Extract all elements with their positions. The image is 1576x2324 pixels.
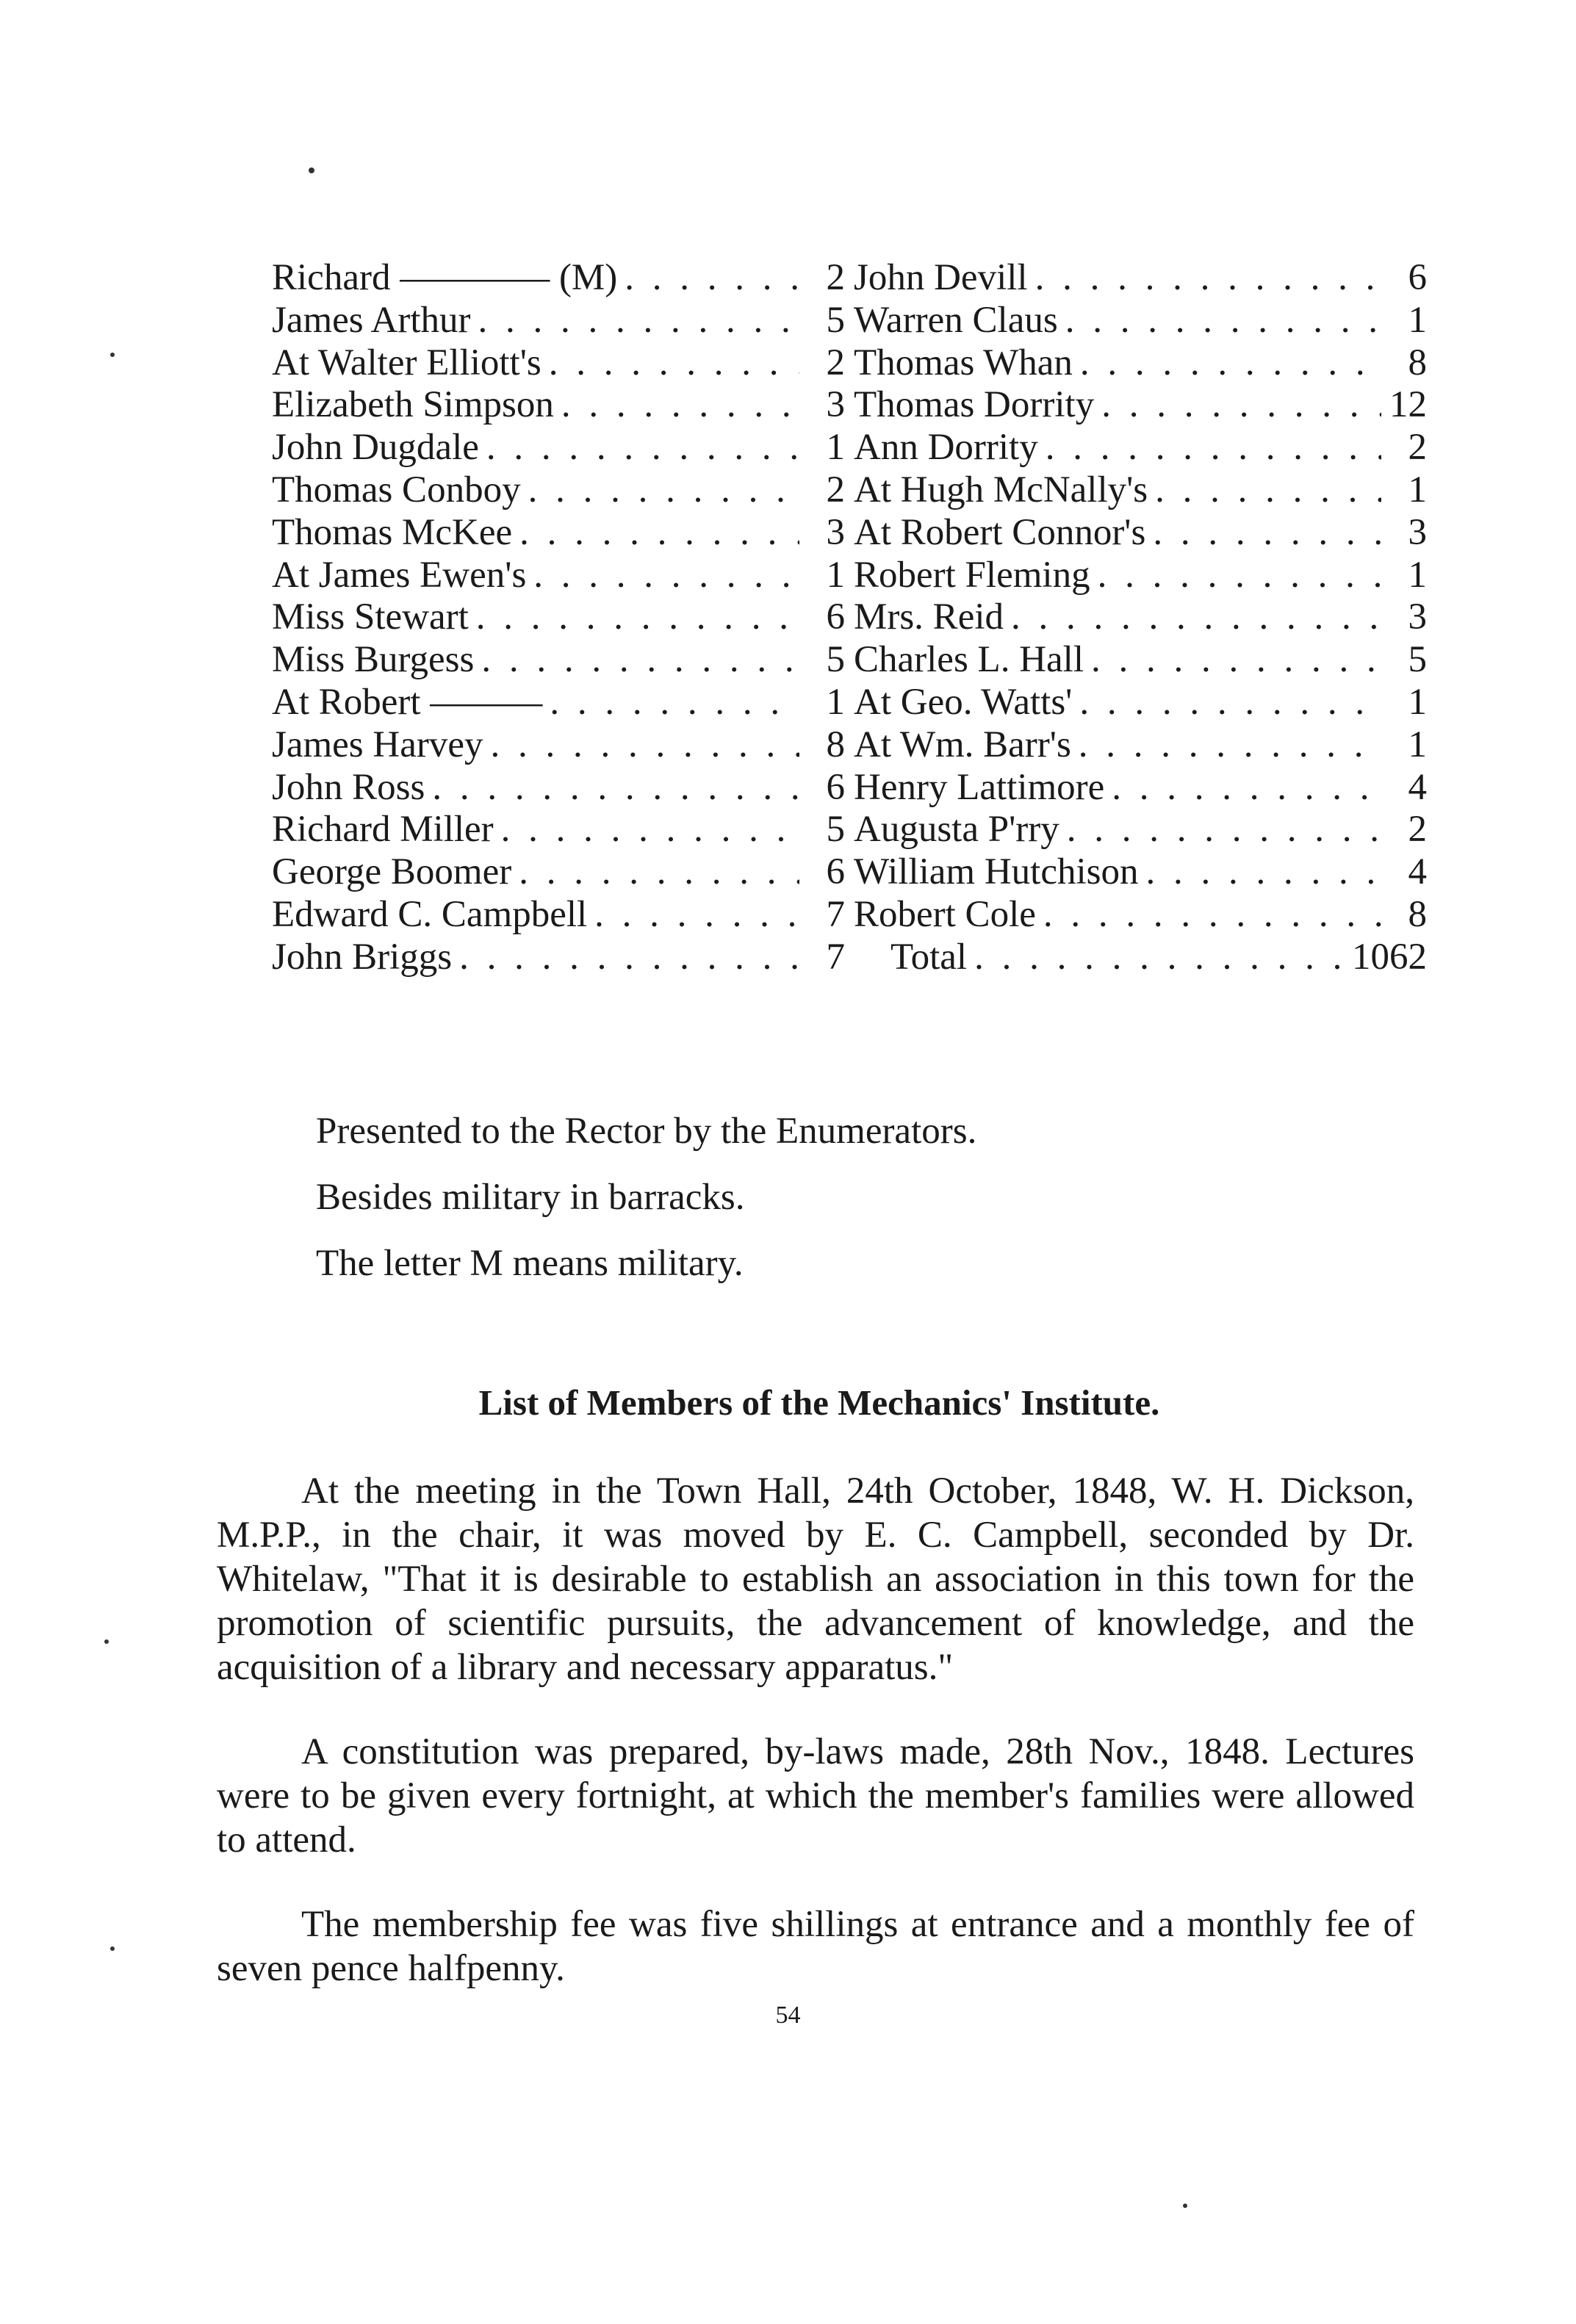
census-name: At Walter Elliott's (272, 342, 541, 383)
note-military-barracks: Besides military in barracks. (316, 1177, 745, 1218)
census-row (272, 682, 845, 724)
census-count: 8 (1408, 893, 1427, 935)
census-row (854, 639, 1427, 682)
census-count: 2 (826, 469, 845, 510)
leader-dots (478, 300, 799, 342)
note-letter-m: The letter M means military. (316, 1243, 744, 1284)
leader-dots (1046, 427, 1381, 469)
section-heading: List of Members of the Mechanics' Institute. (478, 1382, 1160, 1423)
census-row (272, 937, 845, 979)
census-count: 3 (1408, 596, 1427, 638)
census-count: 1 (826, 681, 845, 723)
census-row (272, 384, 845, 427)
census-column-left (272, 257, 845, 979)
census-name: John Dugdale (272, 427, 479, 469)
census-row (272, 596, 845, 639)
census-name: At Robert ——— (272, 681, 543, 723)
census-row (854, 682, 1427, 724)
census-name: Robert Fleming (854, 554, 1090, 596)
leader-dots (1043, 894, 1381, 937)
paragraph: A constitution was prepared, by-laws made, 28th Nov., 1848. Lectures were to be given every fortnight, at which the member's families were allowed to attend. (217, 1731, 1414, 1861)
census-name: William Hutchison (854, 851, 1139, 893)
page-number: 54 (775, 2002, 801, 2029)
census-name: Edward C. Campbell (272, 893, 588, 935)
census-name: Warren Claus (854, 299, 1058, 341)
census-count: 5 (826, 299, 845, 341)
leader-dots (459, 937, 799, 979)
print-speck (104, 1639, 109, 1644)
census-row (272, 851, 845, 894)
census-row (272, 512, 845, 555)
census-name: Charles L. Hall (854, 639, 1084, 681)
leader-dots (519, 851, 799, 894)
census-count: 1 (826, 554, 845, 596)
census-row (854, 512, 1427, 555)
census-count: 4 (1408, 851, 1427, 893)
leader-dots (1035, 257, 1381, 300)
print-speck (309, 167, 314, 173)
leader-dots (1098, 555, 1381, 597)
census-row (272, 639, 845, 682)
census-row (854, 767, 1427, 809)
census-row (854, 809, 1427, 851)
leader-dots (1065, 300, 1381, 342)
census-name: Thomas Dorrity (854, 384, 1095, 426)
census-row (854, 427, 1427, 469)
census-count: 3 (1408, 511, 1427, 553)
census-name: John Devill (854, 257, 1028, 298)
print-speck (1183, 2204, 1187, 2208)
census-count: 1 (1408, 469, 1427, 510)
census-count: 1 (1408, 554, 1427, 596)
leader-dots (486, 427, 799, 469)
census-name: Thomas McKee (272, 511, 513, 553)
census-row (854, 257, 1427, 300)
census-name: At Robert Connor's (854, 511, 1146, 553)
leader-dots (974, 937, 1345, 979)
census-count: 7 (826, 936, 845, 978)
census-row (272, 894, 845, 937)
census-count: 6 (826, 596, 845, 638)
census-count: 1 (1408, 723, 1427, 765)
leader-dots (1145, 851, 1381, 894)
census-name: Richard ———— (M) (272, 257, 618, 298)
census-name: John Briggs (272, 936, 453, 978)
census-column-right (854, 257, 1427, 979)
print-speck (110, 353, 115, 357)
census-row (272, 724, 845, 767)
census-name: At Hugh McNally's (854, 469, 1148, 510)
census-count: 8 (1408, 342, 1427, 383)
census-name: James Arthur (272, 299, 471, 341)
census-name: Thomas Conboy (272, 469, 521, 510)
census-name: Mrs. Reid (854, 596, 1004, 638)
leader-dots (1153, 512, 1381, 555)
note-presented: Presented to the Rector by the Enumerators. (316, 1111, 977, 1152)
leader-dots (432, 767, 799, 809)
leader-dots (1079, 724, 1381, 767)
census-row (272, 767, 845, 809)
leader-dots (533, 555, 799, 597)
census-count: 2 (1408, 427, 1427, 469)
paragraph: The membership fee was five shillings at entrance and a monthly fee of seven pence halfpenny. (217, 1904, 1414, 1989)
census-name: James Harvey (272, 723, 483, 765)
leader-dots (1067, 809, 1381, 851)
census-total-label: Total (890, 936, 968, 978)
census-count: 6 (826, 766, 845, 808)
census-count: 4 (1408, 766, 1427, 808)
census-notes (316, 1109, 1418, 1307)
leader-dots (476, 596, 799, 639)
census-row (854, 851, 1427, 894)
census-row (272, 555, 845, 597)
leader-dots (550, 682, 799, 724)
leader-dots (481, 639, 799, 682)
census-row (272, 342, 845, 385)
leader-dots (519, 512, 799, 555)
census-name: Augusta P'rry (854, 809, 1059, 851)
census-name: At Wm. Barr's (854, 723, 1071, 765)
census-count: 5 (826, 639, 845, 681)
census-count: 12 (1389, 384, 1427, 426)
census-total-row (854, 937, 1427, 979)
census-row (854, 724, 1427, 767)
census-count: 1 (1408, 681, 1427, 723)
leader-dots (490, 724, 799, 767)
census-name: Elizabeth Simpson (272, 384, 554, 426)
body-text (217, 1469, 1414, 2031)
census-name: Thomas Whan (854, 342, 1073, 383)
census-count: 2 (1408, 809, 1427, 851)
census-count: 8 (826, 723, 845, 765)
census-name: Robert Cole (854, 893, 1036, 935)
census-count: 5 (826, 809, 845, 851)
census-count: 3 (826, 511, 845, 553)
census-row (854, 469, 1427, 512)
census-count: 6 (1408, 257, 1427, 298)
census-row (854, 300, 1427, 342)
census-row (854, 384, 1427, 427)
census-count: 7 (826, 893, 845, 935)
leader-dots (1079, 682, 1381, 724)
census-name: Ann Dorrity (854, 427, 1038, 469)
paragraph: At the meeting in the Town Hall, 24th October, 1848, W. H. Dickson, M.P.P., in the chair, it was moved by E. C. Campbell, seconded by Dr. Whitelaw, "That it is desirable to establish an association in this town for the promotion of scientific pursuits, the advancement of knowledge, and the acquisition of a library and necessary apparatus." (217, 1470, 1414, 1688)
leader-dots (1080, 342, 1381, 385)
leader-dots (1011, 596, 1381, 639)
census-name: At James Ewen's (272, 554, 527, 596)
census-row (272, 427, 845, 469)
census-count: 5 (1408, 639, 1427, 681)
leader-dots (549, 342, 799, 385)
leader-dots (501, 809, 799, 851)
leader-dots (1101, 384, 1381, 427)
census-count: 3 (826, 384, 845, 426)
print-speck (110, 1946, 115, 1951)
census-row (854, 342, 1427, 385)
census-name: Henry Lattimore (854, 766, 1105, 808)
leader-dots (528, 469, 799, 512)
census-name: George Boomer (272, 851, 512, 893)
census-row (272, 469, 845, 512)
leader-dots (594, 894, 799, 937)
leader-dots (1112, 767, 1381, 809)
leader-dots (1091, 639, 1381, 682)
census-row (854, 555, 1427, 597)
census-name: John Ross (272, 766, 425, 808)
census-count: 2 (826, 257, 845, 298)
census-count: 1 (826, 427, 845, 469)
leader-dots (1155, 469, 1381, 512)
census-row (854, 894, 1427, 937)
census-count: 1 (1408, 299, 1427, 341)
leader-dots (561, 384, 799, 427)
census-row (272, 809, 845, 851)
census-row (272, 257, 845, 300)
census-total-count: 1062 (1352, 936, 1427, 978)
census-row (272, 300, 845, 342)
census-name: At Geo. Watts' (854, 681, 1073, 723)
census-row (854, 596, 1427, 639)
census-count: 6 (826, 851, 845, 893)
census-count: 2 (826, 342, 845, 383)
census-name: Miss Stewart (272, 596, 469, 638)
census-name: Richard Miller (272, 809, 494, 851)
census-name: Miss Burgess (272, 639, 475, 681)
leader-dots (625, 257, 799, 300)
census-table (272, 257, 1427, 979)
